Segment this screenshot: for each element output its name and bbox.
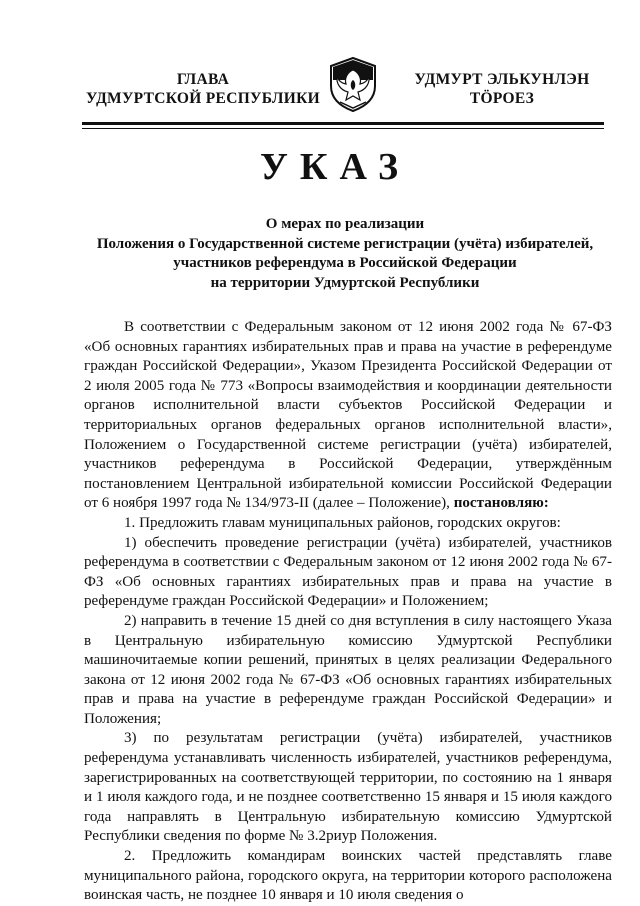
issuer-name-russian xyxy=(78,70,328,108)
header-divider-thick xyxy=(82,122,604,125)
header-divider-thin xyxy=(82,128,604,129)
coat-of-arms-icon xyxy=(328,56,378,112)
issuer-udmurt-line1: УДМУРТ ЭЛЬКУНЛЭН xyxy=(414,71,590,88)
clause-1-1: 1) обеспечить проведение регистрации (учёта) избирателей, участников референдума в соответствии с Федеральным законом от 12 июня 2002 года № 67-ФЗ «Об основных гарантиях избирательных прав и права на участие в референдуме граждан Российской Федерации» и Положением; xyxy=(84,534,612,610)
preamble-text: В соответствии с Федеральным законом от 12 июня 2002 года № 67-ФЗ «Об основных гарантиях избирательных прав и права на участие в референдуме граждан Российской Федерации», Указом Президента Российской Федерации от 2 июля 2005 года № 773 «Вопросы взаимодействия и координации деятельности органов исполнительной власти субъектов Российской Федерации и территориальных органов федеральных органов исполнительной власти», Положением о Государственной системе регистрации (учёта) избирателей, участников референдума в Российской Федерации, утверждённым постановлением Центральной избирательной комиссии Российской Федерации от 6 ноября 1997 года № 134/973-II (далее – Положение), xyxy=(84,319,612,512)
subject-line: Положения о Государственной системе регистрации (учёта) избирателей, xyxy=(96,235,594,252)
document-subject xyxy=(80,215,610,293)
issuer-republic-line: УДМУРТСКОЙ РЕСПУБЛИКИ xyxy=(85,90,320,107)
document-title: УКАЗ xyxy=(260,146,410,188)
subject-line: на территории Удмуртской Республики xyxy=(210,274,480,291)
issuer-udmurt-line2: ТӦРОЕЗ xyxy=(469,90,535,107)
preamble-paragraph xyxy=(84,318,612,514)
clause-1: 1. Предложить главам муниципальных районов, городских округов: xyxy=(124,514,561,531)
clause-1-2: 2) направить в течение 15 дней со дня вступления в силу настоящего Указа в Центральную избирательную комиссию Удмуртской Республики машиночитаемые копии решений, принятых в целях реализации Федерального закона от 12 июня 2002 года № 67-ФЗ «Об основных гарантиях избирательных прав и права на участие в референдуме граждан Российской Федерации» и Положения; xyxy=(84,612,612,727)
issuer-title-line: ГЛАВА xyxy=(176,71,230,88)
issuer-name-udmurt xyxy=(392,70,612,108)
resolution-keyword: постановляю: xyxy=(453,495,549,512)
document-body xyxy=(84,318,612,906)
subject-line: О мерах по реализации xyxy=(265,216,425,232)
clause-2: 2. Предложить командирам воинских частей представлять главе муниципального района, городского округа, на территории которого расположена воинская часть, не позднее 10 января и 10 июля сведения о xyxy=(84,848,612,904)
subject-line: участников референдума в Российской Федерации xyxy=(173,255,517,271)
clause-1-3: 3) по результатам регистрации (учёта) избирателей, участников референдума устанавливать численность избирателей, участников референдума, зарегистрированных на соответствующей территории, по состоянию на 1 января и 1 июля каждого года, и не позднее соответственно 15 января и 15 июля каждого года направлять в Центральную избирательную комиссию Удмуртской Республики сведения по форме № 3.2риур Положения. xyxy=(84,730,612,845)
